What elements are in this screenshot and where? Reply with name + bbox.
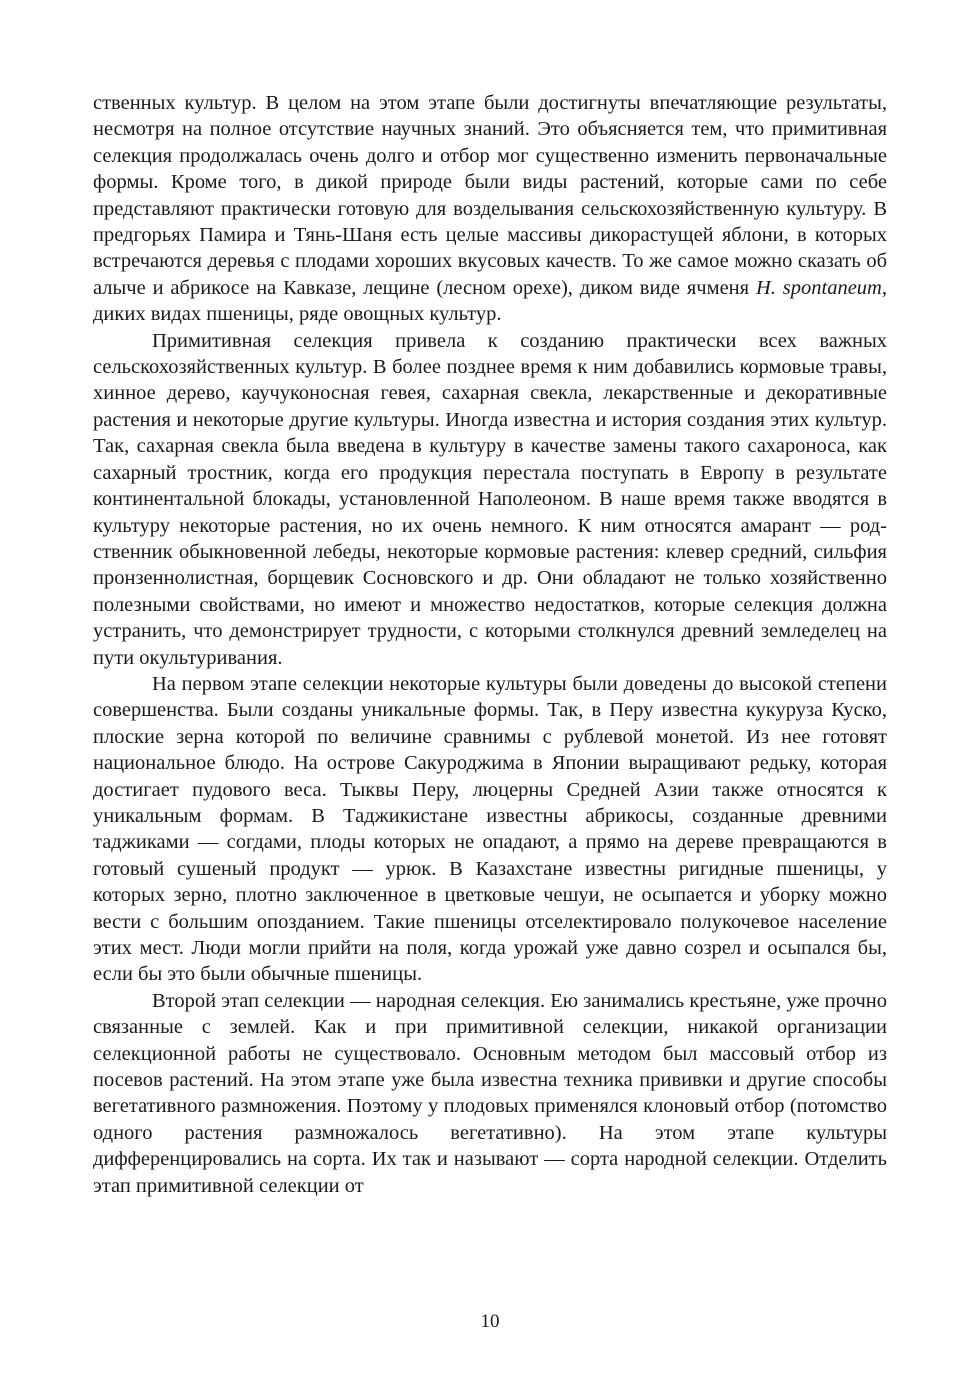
paragraph-1-text-after: , диких видах пшеницы, ряде овощных культур.: [93, 276, 887, 326]
paragraph-1-text-before: ственных культур. В целом на этом этапе были достигнуты впечатляющие результаты, несмотря на полное отсутствие научных знаний. Это объясняется тем, что примитивная селекция продолжалась очень долго и отбор мог существенно изменить первоначальные формы. Кроме того, в дикой природе были виды растений, которые сами по себе представляют практически готовую для возделывания сельскохозяйственную культуру. В предгорьях Памира и Тянь-Шаня есть целые массивы дикорастущей яблони, в которых встречаются деревья с плодами хороших вкусовых качеств. То же самое можно сказать об алыче и абрикосе на Кавказе, лещине (лесном орехе), диком виде ячменя: [93, 92, 887, 299]
paragraph-2: Примитивная селекция привела к созданию практически всех важных сельскохозяйственных культур. В более позднее время к ним добавились кормовые травы, хинное дерево, каучуконосная гевея, сахарная свекла, лекарственные и декоративные растения и некоторые другие культуры. Иногда известна и история создания этих культур. Так, сахарная свекла была введена в культуру в качестве замены такого сахароноса, как сахарный тростник, когда его продукция перестала поступать в Европу в результате континентальной блокады, установленной Наполеоном. В наше время также вводятся в культуру некоторые растения, но их очень немного. К ним относятся амарант — родственник обыкновенной лебеды, некоторые кормовые растения: клевер средний, сильфия пронзеннолистная, борщевик Сосновского и др. Они обладают не только хозяйственно полезными свойствами, но имеют и множество недостатков, которые селекция должна устранить, что демонстрирует трудности, с которыми столкнулся древний земледелец на пути окультуривания.: [93, 329, 887, 669]
paragraph-3: На первом этапе селекции некоторые культуры были доведены до высокой степени совершенства. Были созданы уникальные формы. Так, в Перу известна кукуруза Куско, плоские зерна которой по величине сравнимы с рублевой монетой. Из нее готовят национальное блюдо. На острове Сакуроджима в Японии выращивают редьку, которая достигает пудового веса. Тыквы Перу, люцерны Средней Азии также относятся к уникальным формам. В Таджикистане известны абрикосы, созданные древними таджиками — согдами, плоды которых не опадают, а прямо на дереве превращаются в готовый сушеный продукт — урюк. В Казахстане известны ригидные пшеницы, у которых зерно, плотно заключенное в цветковые чешуи, не осыпается и уборку можно вести с большим опозданием. Такие пшеницы отселектировало полукочевое население этих мест. Люди могли прийти на поля, когда урожай уже давно созрел и осыпался бы, если бы это были обычные пшеницы.: [93, 672, 887, 986]
paragraph-4: Второй этап селекции — народная селекция. Ею занимались крестьяне, уже прочно связанные с землей. Как и при примитивной селекции, никакой организации селекционной работы не существовало. Основным методом был массовый отбор из посевов растений. На этом этапе уже была известна техника прививки и другие способы вегетативного размножения. Поэтому у плодовых применялся клоновый отбор (потомство одного растения размножалось вегетативно). На этом этапе культуры дифференцировались на сорта. Их так и называют — сорта народной селекции. Отделить этап примитивной селекции от: [93, 989, 887, 1197]
species-name-italic: H. spontaneum: [755, 276, 882, 299]
page-body: [93, 90, 887, 1199]
page-number: 10: [480, 1311, 500, 1332]
paragraph-1: [93, 90, 887, 328]
